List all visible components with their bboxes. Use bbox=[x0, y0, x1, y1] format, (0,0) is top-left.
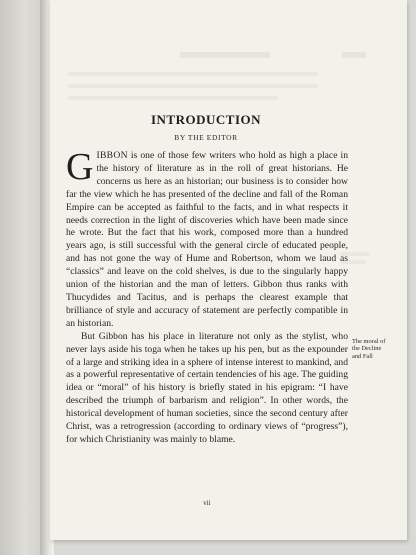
paragraph-2: But Gibbon has his place in literature not only as the stylist, who never lays aside his toga when he takes up his pen, but as the expounder of a large and striking idea in a sphere of intense interest to mankind, and as a powerful representative of certain tendencies of his age. The guiding idea or “moral” of his history is briefly stated in his epigram: “I have described the triumph of barbarism and religion”. In other words, the historical development of human societies, since the second century after Christ, was a retrogression (according to ordinary views of “progress”), for which Christianity was mainly to blame. bbox=[66, 330, 348, 445]
byline: BY THE EDITOR bbox=[174, 133, 238, 142]
lead-word: IBBON bbox=[96, 150, 128, 161]
page-number: vii bbox=[203, 499, 211, 507]
page-title: INTRODUCTION bbox=[150, 112, 261, 127]
body-text bbox=[66, 146, 348, 447]
margin-note: The moral of the Decline and Fall bbox=[352, 338, 386, 360]
drop-cap: G bbox=[66, 146, 94, 188]
paragraph-1-text: is one of those few writers who hold as high a place in the history of literature as in the roll of great historians. He concerns us here as an historian; our business is to consider how far the view which he has presented of the decline and fall of the Roman Empire can be accepted as faithful to the facts, and in what respects it needs correction in the light of discoveries which have been made since he wrote. But the fact that his work, composed more than a hundred years ago, is still successful with the general circle of educated people, and has not gone the way of Hume and Robertson, whom we laud as “classics” and leave on the cold shelves, is due to the singularly happy union of the historian and the man of letters. Gibbon thus ranks with Thucydides and Tacitus, and is perhaps the clearest example that brilliance of style and accuracy of statement are perfectly compatible in an historian. bbox=[66, 150, 348, 329]
paragraph-1 bbox=[66, 146, 348, 331]
